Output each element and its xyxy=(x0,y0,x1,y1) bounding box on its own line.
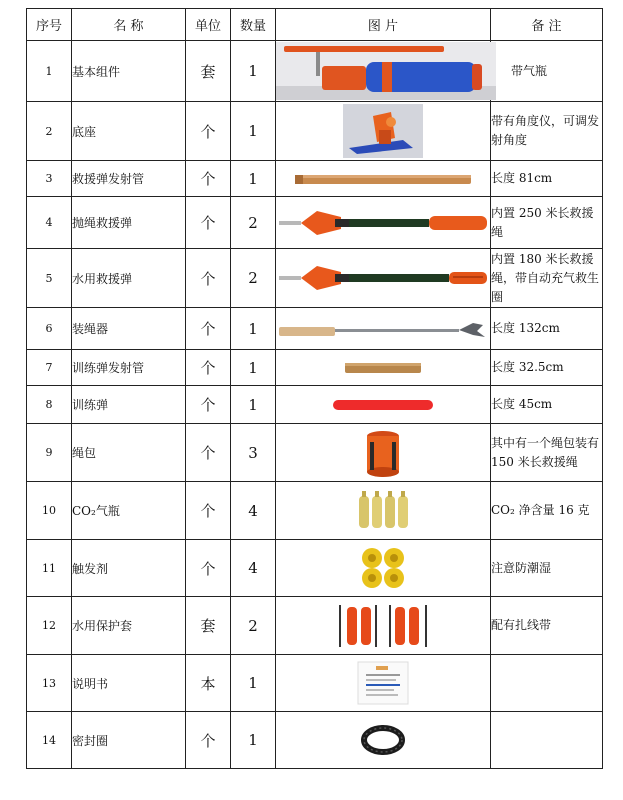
table-row xyxy=(27,41,603,102)
item-name: 训练弹发射管 xyxy=(72,350,186,386)
header-name: 名 称 xyxy=(72,9,186,41)
row-number: 6 xyxy=(27,308,72,350)
item-name: 说明书 xyxy=(72,655,186,712)
item-name: 水用保护套 xyxy=(72,597,186,655)
water-projectile-photo xyxy=(277,263,489,293)
row-number: 8 xyxy=(27,386,72,424)
item-note xyxy=(491,712,603,769)
launcher-assembly-photo xyxy=(276,42,496,100)
training-projectile-photo xyxy=(331,397,435,413)
item-name: 密封圈 xyxy=(72,712,186,769)
item-name: 抛绳救援弹 xyxy=(72,197,186,249)
launch-tube-photo xyxy=(293,171,473,187)
row-number: 11 xyxy=(27,540,72,597)
rope-bag-photo xyxy=(362,428,404,478)
item-qty: 1 xyxy=(231,308,276,350)
item-unit: 个 xyxy=(186,197,231,249)
item-name: 底座 xyxy=(72,102,186,161)
row-number: 12 xyxy=(27,597,72,655)
row-number: 7 xyxy=(27,350,72,386)
item-unit: 个 xyxy=(186,102,231,161)
item-unit: 个 xyxy=(186,161,231,197)
packing-list-table xyxy=(26,8,603,769)
table-row xyxy=(27,308,603,350)
table-row xyxy=(27,197,603,249)
table-header-row xyxy=(27,9,603,41)
table-row xyxy=(27,540,603,597)
row-number: 14 xyxy=(27,712,72,769)
item-unit: 个 xyxy=(186,424,231,482)
item-name: 装绳器 xyxy=(72,308,186,350)
row-number: 3 xyxy=(27,161,72,197)
item-qty: 4 xyxy=(231,482,276,540)
seal-ring-photo xyxy=(361,725,405,755)
table-row xyxy=(27,386,603,424)
item-unit: 个 xyxy=(186,249,231,308)
table-row xyxy=(27,712,603,769)
row-number: 5 xyxy=(27,249,72,308)
header-no: 序号 xyxy=(27,9,72,41)
water-cover-photo xyxy=(335,601,431,651)
item-qty: 4 xyxy=(231,540,276,597)
item-qty: 1 xyxy=(231,386,276,424)
item-qty: 1 xyxy=(231,712,276,769)
table-row xyxy=(27,597,603,655)
item-unit: 套 xyxy=(186,41,231,102)
manual-photo xyxy=(356,660,410,706)
item-name: 水用救援弹 xyxy=(72,249,186,308)
item-name: 基本组件 xyxy=(72,41,186,102)
item-name: CO₂气瓶 xyxy=(72,482,186,540)
header-note: 备 注 xyxy=(491,9,603,41)
item-unit: 个 xyxy=(186,350,231,386)
item-note: 长度 81cm xyxy=(491,161,603,197)
item-note: 带有角度仪，可调发射角度 xyxy=(491,102,603,161)
table-row xyxy=(27,249,603,308)
rope-projectile-photo xyxy=(277,208,489,238)
table-row xyxy=(27,102,603,161)
item-qty: 3 xyxy=(231,424,276,482)
item-name: 训练弹 xyxy=(72,386,186,424)
item-unit: 个 xyxy=(186,386,231,424)
item-qty: 2 xyxy=(231,197,276,249)
row-number: 10 xyxy=(27,482,72,540)
row-number: 4 xyxy=(27,197,72,249)
co2-cylinder-photo xyxy=(355,490,411,532)
item-note: 配有扎线带 xyxy=(491,597,603,655)
base-stand-photo xyxy=(343,104,423,158)
table-row xyxy=(27,424,603,482)
item-unit: 个 xyxy=(186,308,231,350)
item-note xyxy=(491,655,603,712)
row-number: 1 xyxy=(27,41,72,102)
item-qty: 2 xyxy=(231,597,276,655)
item-unit: 个 xyxy=(186,540,231,597)
item-qty: 1 xyxy=(231,102,276,161)
row-number: 13 xyxy=(27,655,72,712)
header-pic: 图 片 xyxy=(276,9,491,41)
item-note: 带气瓶 xyxy=(491,41,603,102)
row-number: 2 xyxy=(27,102,72,161)
item-note: 其中有一个绳包装有 150 米长救援绳 xyxy=(491,424,603,482)
item-name: 救援弹发射管 xyxy=(72,161,186,197)
item-note: 长度 32.5cm xyxy=(491,350,603,386)
item-note: 长度 132cm xyxy=(491,308,603,350)
item-qty: 1 xyxy=(231,161,276,197)
item-note: 注意防潮湿 xyxy=(491,540,603,597)
item-note: 长度 45cm xyxy=(491,386,603,424)
item-unit: 个 xyxy=(186,482,231,540)
item-qty: 1 xyxy=(231,655,276,712)
row-number: 9 xyxy=(27,424,72,482)
training-tube-photo xyxy=(343,360,423,376)
item-unit: 个 xyxy=(186,712,231,769)
item-qty: 2 xyxy=(231,249,276,308)
item-qty: 1 xyxy=(231,41,276,102)
item-name: 触发剂 xyxy=(72,540,186,597)
table-row xyxy=(27,161,603,197)
item-note: 内置 180 米长救援绳，带自动充气救生圈 xyxy=(491,249,603,308)
item-qty: 1 xyxy=(231,350,276,386)
header-qty: 数量 xyxy=(231,9,276,41)
item-note: 内置 250 米长救援绳 xyxy=(491,197,603,249)
item-unit: 本 xyxy=(186,655,231,712)
rope-loader-photo xyxy=(277,317,489,341)
header-unit: 单位 xyxy=(186,9,231,41)
item-note: CO₂ 净含量 16 克 xyxy=(491,482,603,540)
table-row xyxy=(27,655,603,712)
trigger-agent-photo xyxy=(357,546,409,590)
table-row xyxy=(27,482,603,540)
table-row xyxy=(27,350,603,386)
item-name: 绳包 xyxy=(72,424,186,482)
item-unit: 套 xyxy=(186,597,231,655)
